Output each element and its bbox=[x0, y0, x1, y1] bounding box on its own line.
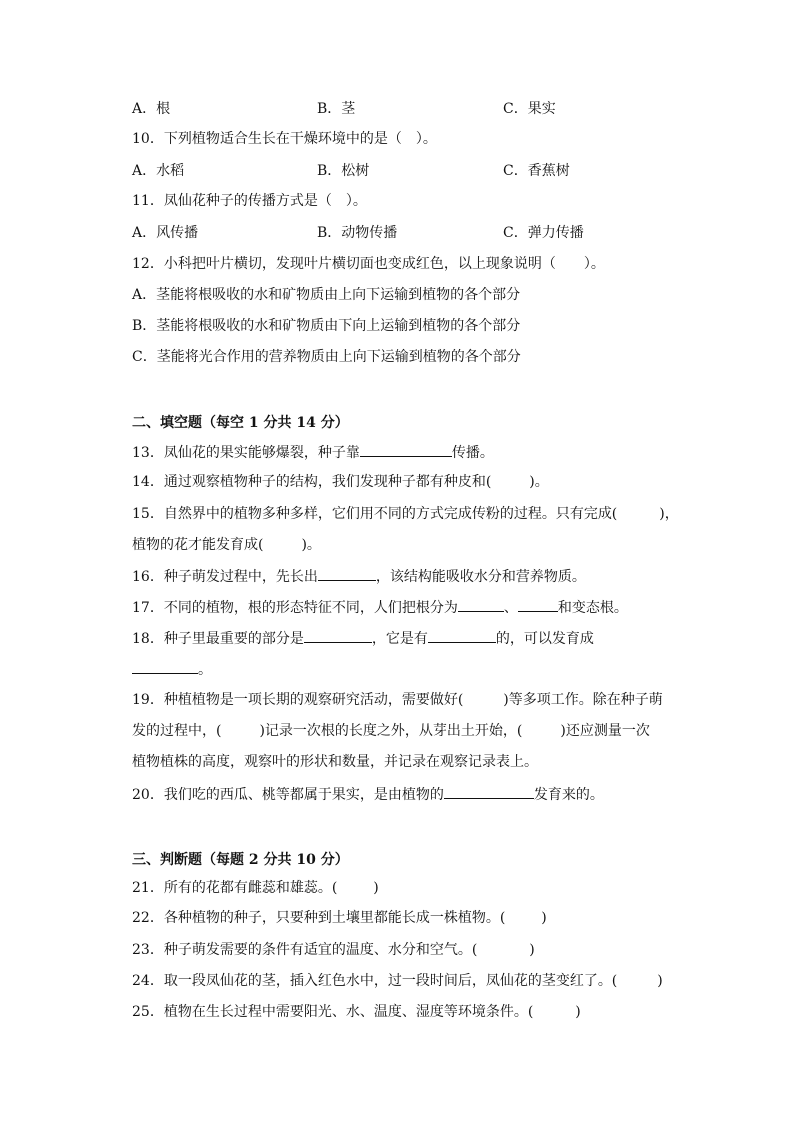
q9-option-b: B．茎 bbox=[317, 101, 356, 117]
q24-text-2: ) bbox=[657, 973, 663, 989]
q21 bbox=[132, 878, 379, 898]
q22 bbox=[132, 908, 547, 928]
q20-text-1: 20．我们吃的西瓜、桃等都属于果实，是由植物的 bbox=[132, 787, 444, 803]
q20 bbox=[132, 784, 604, 805]
q15-line-2 bbox=[132, 535, 321, 555]
q19-line-2 bbox=[132, 721, 650, 741]
q14-text-2: )。 bbox=[529, 474, 549, 490]
q12-option-a: A．茎能将根吸收的水和矿物质由上向下运输到植物的各个部分 bbox=[132, 287, 521, 303]
q20-blank[interactable] bbox=[444, 784, 534, 799]
q23 bbox=[132, 940, 535, 960]
q9-option-c: C．果实 bbox=[503, 101, 556, 117]
q13-blank[interactable] bbox=[360, 442, 452, 457]
q16 bbox=[132, 566, 586, 587]
q13-text-1: 13．凤仙花的果实能够爆裂，种子靠 bbox=[132, 445, 360, 461]
q21-text-1: 21．所有的花都有雌蕊和雄蕊。( bbox=[132, 880, 338, 896]
section-3-title: 三、判断题 bbox=[132, 852, 202, 868]
q14 bbox=[132, 472, 549, 492]
section-2-heading bbox=[132, 413, 349, 433]
q12-option-b: B．茎能将根吸收的水和矿物质由下向上运输到植物的各个部分 bbox=[132, 318, 521, 334]
q10-option-a: A．水稻 bbox=[132, 163, 185, 179]
q25 bbox=[132, 1002, 581, 1022]
q19-text-2c: )还应测量一次 bbox=[560, 723, 650, 739]
q19-text-2b: )记录一次根的长度之外，从芽出土开始，( bbox=[259, 723, 523, 739]
q17-text-1: 17．不同的植物，根的形态特征不同，人们把根分为 bbox=[132, 600, 458, 616]
q15-text-4: )。 bbox=[301, 537, 321, 553]
q15-text-2: )， bbox=[659, 506, 679, 522]
q25-text-2: ) bbox=[575, 1004, 581, 1020]
section-2-title: 二、填空题 bbox=[132, 415, 202, 431]
q12-stem: 12．小科把叶片横切，发现叶片横切面也变成红色，以上现象说明（ ）。 bbox=[132, 256, 605, 272]
q23-text-1: 23．种子萌发需要的条件有适宜的温度、水分和空气。( bbox=[132, 942, 478, 958]
q17-blank-2[interactable] bbox=[518, 597, 558, 612]
q18-line-2 bbox=[132, 659, 212, 680]
q17 bbox=[132, 597, 628, 618]
q13 bbox=[132, 442, 494, 463]
q9-option-a: A．根 bbox=[132, 101, 171, 117]
q16-blank[interactable] bbox=[318, 566, 376, 581]
section-2-note: （每空 1 分共 14 分） bbox=[202, 415, 349, 431]
q10-stem: 10．下列植物适合生长在干燥环境中的是（ ）。 bbox=[132, 131, 437, 147]
q24 bbox=[132, 971, 663, 991]
q18-blank-2[interactable] bbox=[428, 628, 496, 643]
q11-option-a: A．风传播 bbox=[132, 225, 199, 241]
q18-text-1: 18．种子里最重要的部分是 bbox=[132, 631, 304, 647]
q19-text-2a: 发的过程中，( bbox=[132, 723, 222, 739]
q21-text-2: ) bbox=[373, 880, 379, 896]
q18-text-4: 。 bbox=[198, 662, 212, 678]
q15-text-1: 15．自然界中的植物多种多样，它们用不同的方式完成传粉的过程。只有完成( bbox=[132, 506, 618, 522]
q18-blank-3[interactable] bbox=[132, 659, 198, 674]
q16-text-1: 16．种子萌发过程中，先长出 bbox=[132, 569, 318, 585]
q17-text-3: 和变态根。 bbox=[557, 600, 628, 616]
q18-blank-1[interactable] bbox=[304, 628, 372, 643]
q13-text-2: 传播。 bbox=[451, 445, 494, 461]
q19-line-3: 植物植株的高度，观察叶的形状和数量，并记录在观察记录表上。 bbox=[132, 754, 538, 770]
section-3-note: （每题 2 分共 10 分） bbox=[202, 852, 349, 868]
q23-text-2: ) bbox=[529, 942, 535, 958]
q11-option-b: B．动物传播 bbox=[317, 225, 398, 241]
q18-text-3: 的，可以发育成 bbox=[495, 631, 594, 647]
q15-text-3: 植物的花才能发育成( bbox=[132, 537, 264, 553]
q24-text-1: 24．取一段凤仙花的茎，插入红色水中，过一段时间后，凤仙花的茎变红了。( bbox=[132, 973, 618, 989]
q22-text-2: ) bbox=[541, 910, 547, 926]
q19-text-1a: 19．种植植物是一项长期的观察研究活动，需要做好( bbox=[132, 692, 464, 708]
q12-option-c: C．茎能将光合作用的营养物质由上向下运输到植物的各个部分 bbox=[132, 349, 521, 365]
q19-text-1b: )等多项工作。除在种子萌 bbox=[503, 692, 663, 708]
section-3-heading bbox=[132, 850, 349, 870]
q16-text-2: ，该结构能吸收水分和营养物质。 bbox=[375, 569, 586, 585]
q22-text-1: 22．各种植物的种子，只要种到土壤里都能长成一株植物。( bbox=[132, 910, 506, 926]
q11-option-c: C．弹力传播 bbox=[503, 225, 584, 241]
q18-line-1 bbox=[132, 628, 594, 649]
q17-text-2: 、 bbox=[503, 600, 518, 616]
q18-text-2: ，它是有 bbox=[371, 631, 428, 647]
q19-line-1 bbox=[132, 690, 663, 710]
q10-option-b: B．松树 bbox=[317, 163, 370, 179]
q11-stem: 11．凤仙花种子的传播方式是（ ）。 bbox=[132, 193, 367, 209]
q20-text-2: 发育来的。 bbox=[533, 787, 604, 803]
q25-text-1: 25．植物在生长过程中需要阳光、水、温度、湿度等环境条件。( bbox=[132, 1004, 534, 1020]
q10-option-c: C．香蕉树 bbox=[503, 163, 570, 179]
q15-line-1 bbox=[132, 504, 679, 524]
q14-text-1: 14．通过观察植物种子的结构，我们发现种子都有种皮和( bbox=[132, 474, 492, 490]
q17-blank-1[interactable] bbox=[458, 597, 504, 612]
